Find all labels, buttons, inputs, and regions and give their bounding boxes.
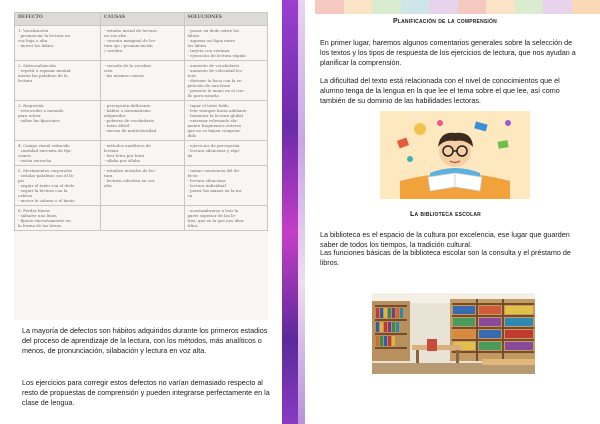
solutions-cell: - ejercicios de percepción - lectura silenciosa y rápi- da [184,141,268,166]
causes-cell: - percepción deficiente - hábito o automatismo adquiridos - pobreza de vocabulario - texto difícil - exceso de meticulosidad [101,101,184,141]
stripe-segment [572,0,600,14]
right-paragraph-2: La dificultad del texto está relacionada con el nivel de conocimientos que el alumno tenga de la lengua en la que lee el tema sobre el que lee, así como también de su dominio de las habilidades lectoras. [320,76,560,105]
solutions-cell: - aumento de vocabulario - aumento de velocidad lec- tora - distraer la boca con la re- petición de una frase - ponerse la mano en el cue- llo para notarla [184,61,268,101]
causes-cell: - métodos analíticos de lectura - leer letra por letra - sílaba por sílaba [101,141,184,166]
defect-cell: 4. Campo visual reducido - cantidad excesiva de fija- ciones - visión estrecha [15,141,101,166]
table-row [15,206,268,231]
left-page [0,0,282,424]
spine-shadow [298,0,305,424]
stripe-segment [458,0,487,14]
stripe-segment [515,0,544,14]
defects-table [14,12,268,231]
defect-cell: 3. Regresión - retroceder a menudo para releer - saltar las fijaciones [15,101,101,141]
header-causas: CAUSAS [101,13,184,26]
defect-cell: 5. Movimientos corporales - señalar palabras con el lá- piz - seguir el texto con el dedo - seguir la lectura con la cabeza - mover la cabeza o el busto [15,166,101,206]
book-spine [282,0,298,424]
header-soluciones: SOLUCIONES [184,13,268,26]
table-row [15,61,268,101]
solutions-cell: - acostumbrarse a leer la parte superior de las le- tras, que es la que nos iden- tifica [184,206,268,231]
library-photo [372,293,535,374]
top-color-stripe [315,0,600,14]
stripe-segment [372,0,401,14]
defect-cell: 2. Subvocalización - repetir o repasar mental- mente las palabras de la lectura [15,61,101,101]
defect-cell: 6. Perder líneas - saltarse una línea - fijarse excesivamente en la forma de las letras [15,206,101,231]
scanned-defects-table [14,12,268,320]
stripe-segment [429,0,458,14]
table-row [15,141,268,166]
right-paragraph-4: Las funciones básicas de la biblioteca escolar son la consulta y el préstamo de libros. [320,248,571,267]
stripe-segment [344,0,373,14]
stripe-segment [486,0,515,14]
solutions-cell: - tomar conciencia del de- fecto - lectura silenciosa - lectura individual - poner las manos en la nu- ca [184,166,268,206]
left-paragraph-1: La mayoría de defectos son hábitos adquiridos durante los primeros estadios del proceso de aprendizaje de la lectura, con los métodos, más analíticos o menos, de pronunciación, silabación y lectura en voz alta. [22,326,268,355]
table-header-row [15,13,268,26]
stripe-segment [543,0,572,14]
boy-reading-illustration [380,111,530,199]
stripe-segment [315,0,344,14]
heading-planificacion: Planificación de la comprensión [393,18,497,25]
causes-cell: - secuela de la vocaliza- ción - las mismas causas [101,61,184,101]
right-paragraph-1: En primer lugar, haremos algunos comentarios generales sobre la selección de los textos y los tipos de respuesta de los ejercicios de lectura, que nos ayudan a planificar la comprensión. [320,38,576,67]
causes-cell: - estadios iniciales de lec- tura - lectura colectiva en voz alta [101,166,184,206]
solutions-cell: - poner un dedo sobre los labios - agarrar un lápiz entre los labios - tarjeta con ventana - ejercicios de lectura rápida [184,26,268,61]
defect-cell: 1. Vocalización - pronunciar la lectura en voz baja o alta - mover los labios [15,26,101,61]
left-paragraph-2: Los ejercicios para corregir estos defectos no varían demasiado respecto al resto de propuestas de comprensión y pueden integrarse perfectamente en la clase de lengua. [22,378,270,407]
causes-cell [101,206,184,231]
header-defecto: DEFECTO [15,13,101,26]
right-paragraph-3: La biblioteca es el espacio de la cultura por excelencia, ese lugar que guarden saber de todos los tiempos, la tradición cultural. [320,230,570,249]
table-row [15,166,268,206]
stripe-segment [401,0,430,14]
causes-cell: - estadio inicial de lectura en voz alta - circuito marginal de lec- tura ojo / pronunciación / cerebro [101,26,184,61]
table-row [15,26,268,61]
solutions-cell: - tapar el texto leído - leer siempre hacia adelante - fomentar la lectura global - entrenar relevando ela- mente fragmentos enteros que no se hayan compren- dido [184,101,268,141]
table-row [15,101,268,141]
heading-biblioteca: La biblioteca escolar [410,211,481,218]
